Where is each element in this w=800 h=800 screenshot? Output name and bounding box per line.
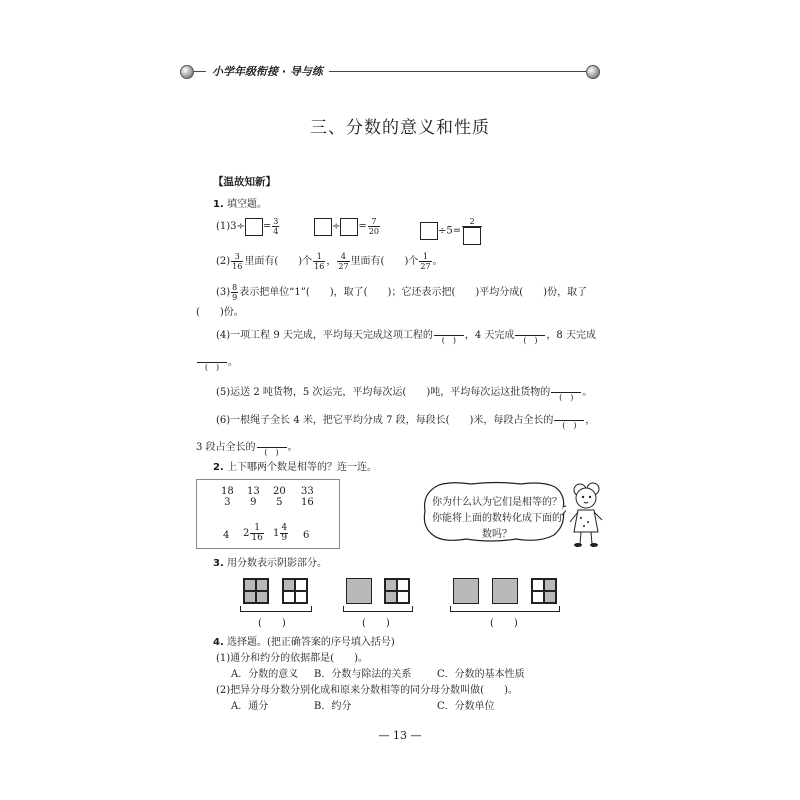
blank-fraction[interactable]: ( ) <box>551 383 581 402</box>
blank-fraction[interactable]: ( ) <box>434 326 464 345</box>
q1-item3-line2: ( )份。 <box>196 307 244 318</box>
answer-box[interactable] <box>245 218 263 236</box>
header-title: 小学年级衔接 · 导与练 <box>206 64 329 80</box>
q4-sub2-option-b[interactable]: B．约分 <box>314 701 352 712</box>
q1-item4-text1: (4)一项工程 9 天完成，平均每天完成这项工程的 <box>216 330 433 341</box>
q1-item6-text2: 3 段占全长的 <box>196 442 256 453</box>
fraction: $\frac{1}{16}$ <box>314 252 325 271</box>
q1-item4-line1 <box>216 326 596 345</box>
cartoon-girl-icon <box>566 480 606 550</box>
period: 。 <box>228 357 238 368</box>
q4-sub2-option-a[interactable]: A．通分 <box>231 701 269 712</box>
section-title: 三、分数的意义和性质 <box>310 118 490 138</box>
q3-number: 3. <box>213 558 224 569</box>
top-number-3[interactable]: 20 5 <box>273 486 286 508</box>
shaded-figure-grid <box>282 578 308 604</box>
q1-item1-part-a <box>216 217 280 236</box>
answer-box[interactable] <box>463 227 481 245</box>
answer-blank[interactable]: ( ) <box>258 618 286 629</box>
answer-box[interactable] <box>340 218 358 236</box>
q2-heading <box>213 462 377 474</box>
q1-number: 1. <box>213 199 224 210</box>
q1-item3-prefix: (3) <box>216 287 231 298</box>
q1-item6-line1 <box>216 411 595 430</box>
q1-item2 <box>216 252 443 271</box>
q1-item1-prefix: (1)3÷ <box>216 221 245 232</box>
matching-box <box>196 479 340 549</box>
q1-item2-text1: 里面有( )个 <box>244 256 313 267</box>
q4-sub2-option-c[interactable]: C．分数单位 <box>437 701 495 712</box>
bottom-number-2[interactable]: 2 $\frac{1}{16}$ <box>243 523 263 543</box>
q1-item5 <box>216 383 592 402</box>
fraction: $\frac{1}{27}$ <box>420 252 431 271</box>
q4-sub1-option-c[interactable]: C．分数的基本性质 <box>437 669 525 680</box>
blank-fraction[interactable]: ( ) <box>257 438 287 457</box>
q3-heading <box>213 558 327 570</box>
shaded-figure-grid <box>531 578 557 604</box>
period: 。 <box>582 387 593 398</box>
q3-label: 用分数表示阴影部分。 <box>226 558 327 569</box>
q1-item4-text3: ，8 天完成 <box>546 330 596 341</box>
shaded-figure-grid <box>384 578 410 604</box>
q1-label: 填空题。 <box>226 199 267 210</box>
comma: ， <box>585 415 596 426</box>
blank-fraction[interactable]: ( ) <box>515 326 545 345</box>
q4-sub1: (1)通分和约分的依据都是( )。 <box>216 653 368 664</box>
period: 。 <box>287 442 298 453</box>
blank-fraction[interactable]: ( ) <box>554 411 584 430</box>
divide-sign: ÷ <box>332 221 341 232</box>
separator: ， <box>326 256 337 267</box>
top-number-2[interactable]: 13 9 <box>247 486 260 508</box>
divide-five: ÷5= <box>438 225 462 237</box>
bottom-number-3[interactable]: 1 $\frac{4}{9}$ <box>273 523 288 543</box>
equals-sign: = <box>358 221 367 232</box>
fraction-2-box: 2 <box>462 217 482 245</box>
q2-label: 上下哪两个数是相等的？连一连。 <box>226 462 377 473</box>
q1-item6-line2 <box>196 438 298 457</box>
fraction-7-20: $\frac{7}{20}$ <box>368 217 379 236</box>
bottom-number-1[interactable]: 4 <box>223 530 230 541</box>
q4-sub1-option-a[interactable]: A．分数的意义 <box>231 669 299 680</box>
header-right-ornament <box>586 65 600 79</box>
answer-box[interactable] <box>420 222 438 240</box>
blank-fraction[interactable]: ( ) <box>197 353 227 372</box>
fraction: $\frac{3}{16}$ <box>232 252 243 271</box>
answer-blank[interactable]: ( ) <box>490 618 518 629</box>
q4-sub1-option-b[interactable]: B．分数与除法的关系 <box>314 669 412 680</box>
answer-blank[interactable]: ( ) <box>362 618 390 629</box>
review-heading: 【温故知新】 <box>213 176 276 188</box>
q1-item2-prefix: (2) <box>216 256 231 267</box>
shaded-figure-square <box>346 578 372 604</box>
q4-label: 选择题。(把正确答案的序号填入括号) <box>226 637 395 648</box>
q1-item3-text: 表示把单位“1”( )，取了( )；它还表示把( )平均分成( )份，取了 <box>239 287 588 298</box>
q1-item6-text1: (6)一根绳子全长 4 米，把它平均分成 7 段，每段长( )米，每段占全长的 <box>216 415 554 426</box>
q1-item1-part-c <box>420 217 483 245</box>
fraction-3-4: $\frac{3}{4}$ <box>273 217 279 236</box>
grouping-brace <box>343 606 413 612</box>
fraction-8-9: $\frac{8}{9}$ <box>232 283 238 302</box>
bubble-text: 你为什么认为它们是相等的？你能将上面的数转化成下面的数吗？ <box>432 497 562 540</box>
q1-item1-part-b <box>314 217 381 236</box>
answer-box[interactable] <box>314 218 332 236</box>
q4-heading <box>213 637 395 649</box>
top-number-4[interactable]: 33 16 <box>301 486 314 508</box>
q1-item3-line1 <box>216 283 587 302</box>
equals-sign: = <box>262 221 272 232</box>
running-header <box>180 64 600 80</box>
shaded-figure-square <box>492 578 518 604</box>
q1-item4-line2 <box>196 353 238 372</box>
fraction: $\frac{4}{27}$ <box>338 252 349 271</box>
top-number-1[interactable]: 18 3 <box>221 486 234 508</box>
q2-number: 2. <box>213 462 224 473</box>
q4-number: 4. <box>213 637 224 648</box>
q1-item5-text: (5)运送 2 吨货物，5 次运完，平均每次运( )吨，平均每次运这批货物的 <box>216 387 551 398</box>
q1-item2-text2: 里面有( )个 <box>350 256 419 267</box>
shaded-figure-square <box>453 578 479 604</box>
grouping-brace <box>450 606 560 612</box>
q4-sub2: (2)把异分母分数分别化成和原来分数相等的同分母分数叫做( )。 <box>216 685 518 696</box>
page-number: — 13 — <box>378 729 422 742</box>
bottom-number-4[interactable]: 6 <box>303 530 310 541</box>
q1-item4-text2: ，4 天完成 <box>464 330 515 341</box>
period: 。 <box>432 256 443 267</box>
shaded-figure-grid <box>243 578 269 604</box>
grouping-brace <box>240 606 312 612</box>
q1-heading <box>213 199 267 211</box>
header-left-ornament <box>180 65 194 79</box>
